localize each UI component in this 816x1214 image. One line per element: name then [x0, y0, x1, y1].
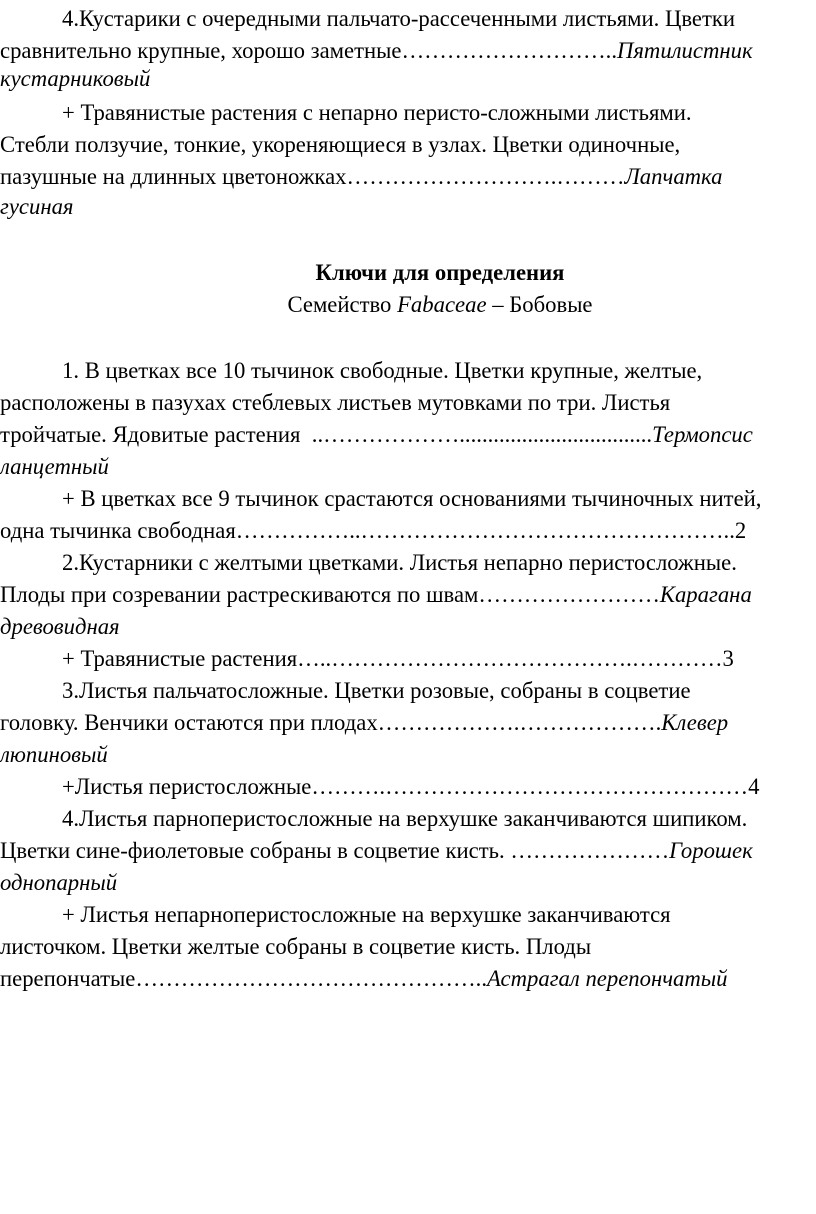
- species-name: однопарный: [0, 870, 118, 895]
- species-name: Пятилистник: [617, 38, 753, 63]
- text-line: 2.Кустарники с желтыми цветками. Листья непарно перистосложные.: [62, 550, 737, 575]
- text-span: сравнительно крупные, хорошо заметные………………………..: [0, 38, 617, 63]
- species-name: кустарниковый: [0, 66, 151, 91]
- species-name: Клевер: [661, 710, 729, 735]
- text-span: Цветки сине-фиолетовые собраны в соцветие кисть. …………………: [0, 838, 670, 863]
- text-line: Стебли ползучие, тонкие, укореняющиеся в узлах. Цветки одиночные,: [0, 132, 681, 157]
- text-line: листочком. Цветки желтые собраны в соцветие кисть. Плоды: [0, 934, 592, 959]
- text-line: + В цветках все 9 тычинок срастаются основаниями тычиночных нитей,: [62, 486, 762, 511]
- species-name: гусиная: [0, 194, 74, 219]
- species-name: Термопсис: [652, 422, 753, 447]
- text-span: тройчатые. Ядовитые растения ..………………..................................: [0, 422, 653, 447]
- family-subtitle: [32, 290, 816, 320]
- species-name: ланцетный: [0, 454, 109, 479]
- text-span: пазушные на длинных цветоножках……………………….………: [0, 164, 625, 189]
- text-line: [0, 162, 722, 192]
- text-line: 4.Листья парноперистосложные на верхушке заканчиваются шипиком.: [62, 806, 748, 831]
- latin-name: Fabaceae: [397, 292, 487, 317]
- text-line: [0, 836, 753, 866]
- section-title: Ключи для определения: [315, 260, 565, 285]
- species-name: Горошек: [669, 838, 753, 863]
- text-line: [0, 420, 753, 450]
- text-line: 1. В цветках все 10 тычинок свободные. Цветки крупные, желтые,: [62, 358, 703, 383]
- text-line: 4.Кустарики с очередными пальчато-рассеченными листьями. Цветки: [62, 6, 736, 31]
- species-name: Астрагал перепончатый: [487, 966, 728, 991]
- text-span: – Бобовые: [486, 292, 593, 317]
- species-name: древовидная: [0, 614, 120, 639]
- text-line: расположены в пазухах стеблевых листьев мутовками по три. Листья: [0, 390, 671, 415]
- species-name: Карагана: [659, 582, 752, 607]
- species-name: Лапчатка: [624, 164, 723, 189]
- text-line: +Листья перистосложные……….…………………………………………4: [62, 774, 760, 799]
- text-line: [0, 964, 727, 994]
- text-line: + Травянистые растения с непарно перисто-сложными листьями.: [62, 100, 692, 125]
- text-line: [0, 580, 752, 610]
- text-line: + Листья непарноперистосложные на верхушке заканчиваются: [62, 902, 671, 927]
- text-line: [0, 36, 753, 66]
- species-name: люпиновый: [0, 742, 108, 767]
- text-line: + Травянистые растения…..………………………………….…………3: [62, 646, 734, 671]
- text-span: Семейство: [287, 292, 398, 317]
- text-line: одна тычинка свободная……………..…………………………………………..2: [0, 518, 747, 543]
- text-span: перепончатые………………………………………..: [0, 966, 488, 991]
- text-span: головку. Венчики остаются при плодах……………….……………….: [0, 710, 662, 735]
- text-line: [0, 708, 728, 738]
- text-span: Плоды при созревании растрескиваются по швам……………………: [0, 582, 660, 607]
- text-line: 3.Листья пальчатосложные. Цветки розовые, собраны в соцветие: [62, 678, 691, 703]
